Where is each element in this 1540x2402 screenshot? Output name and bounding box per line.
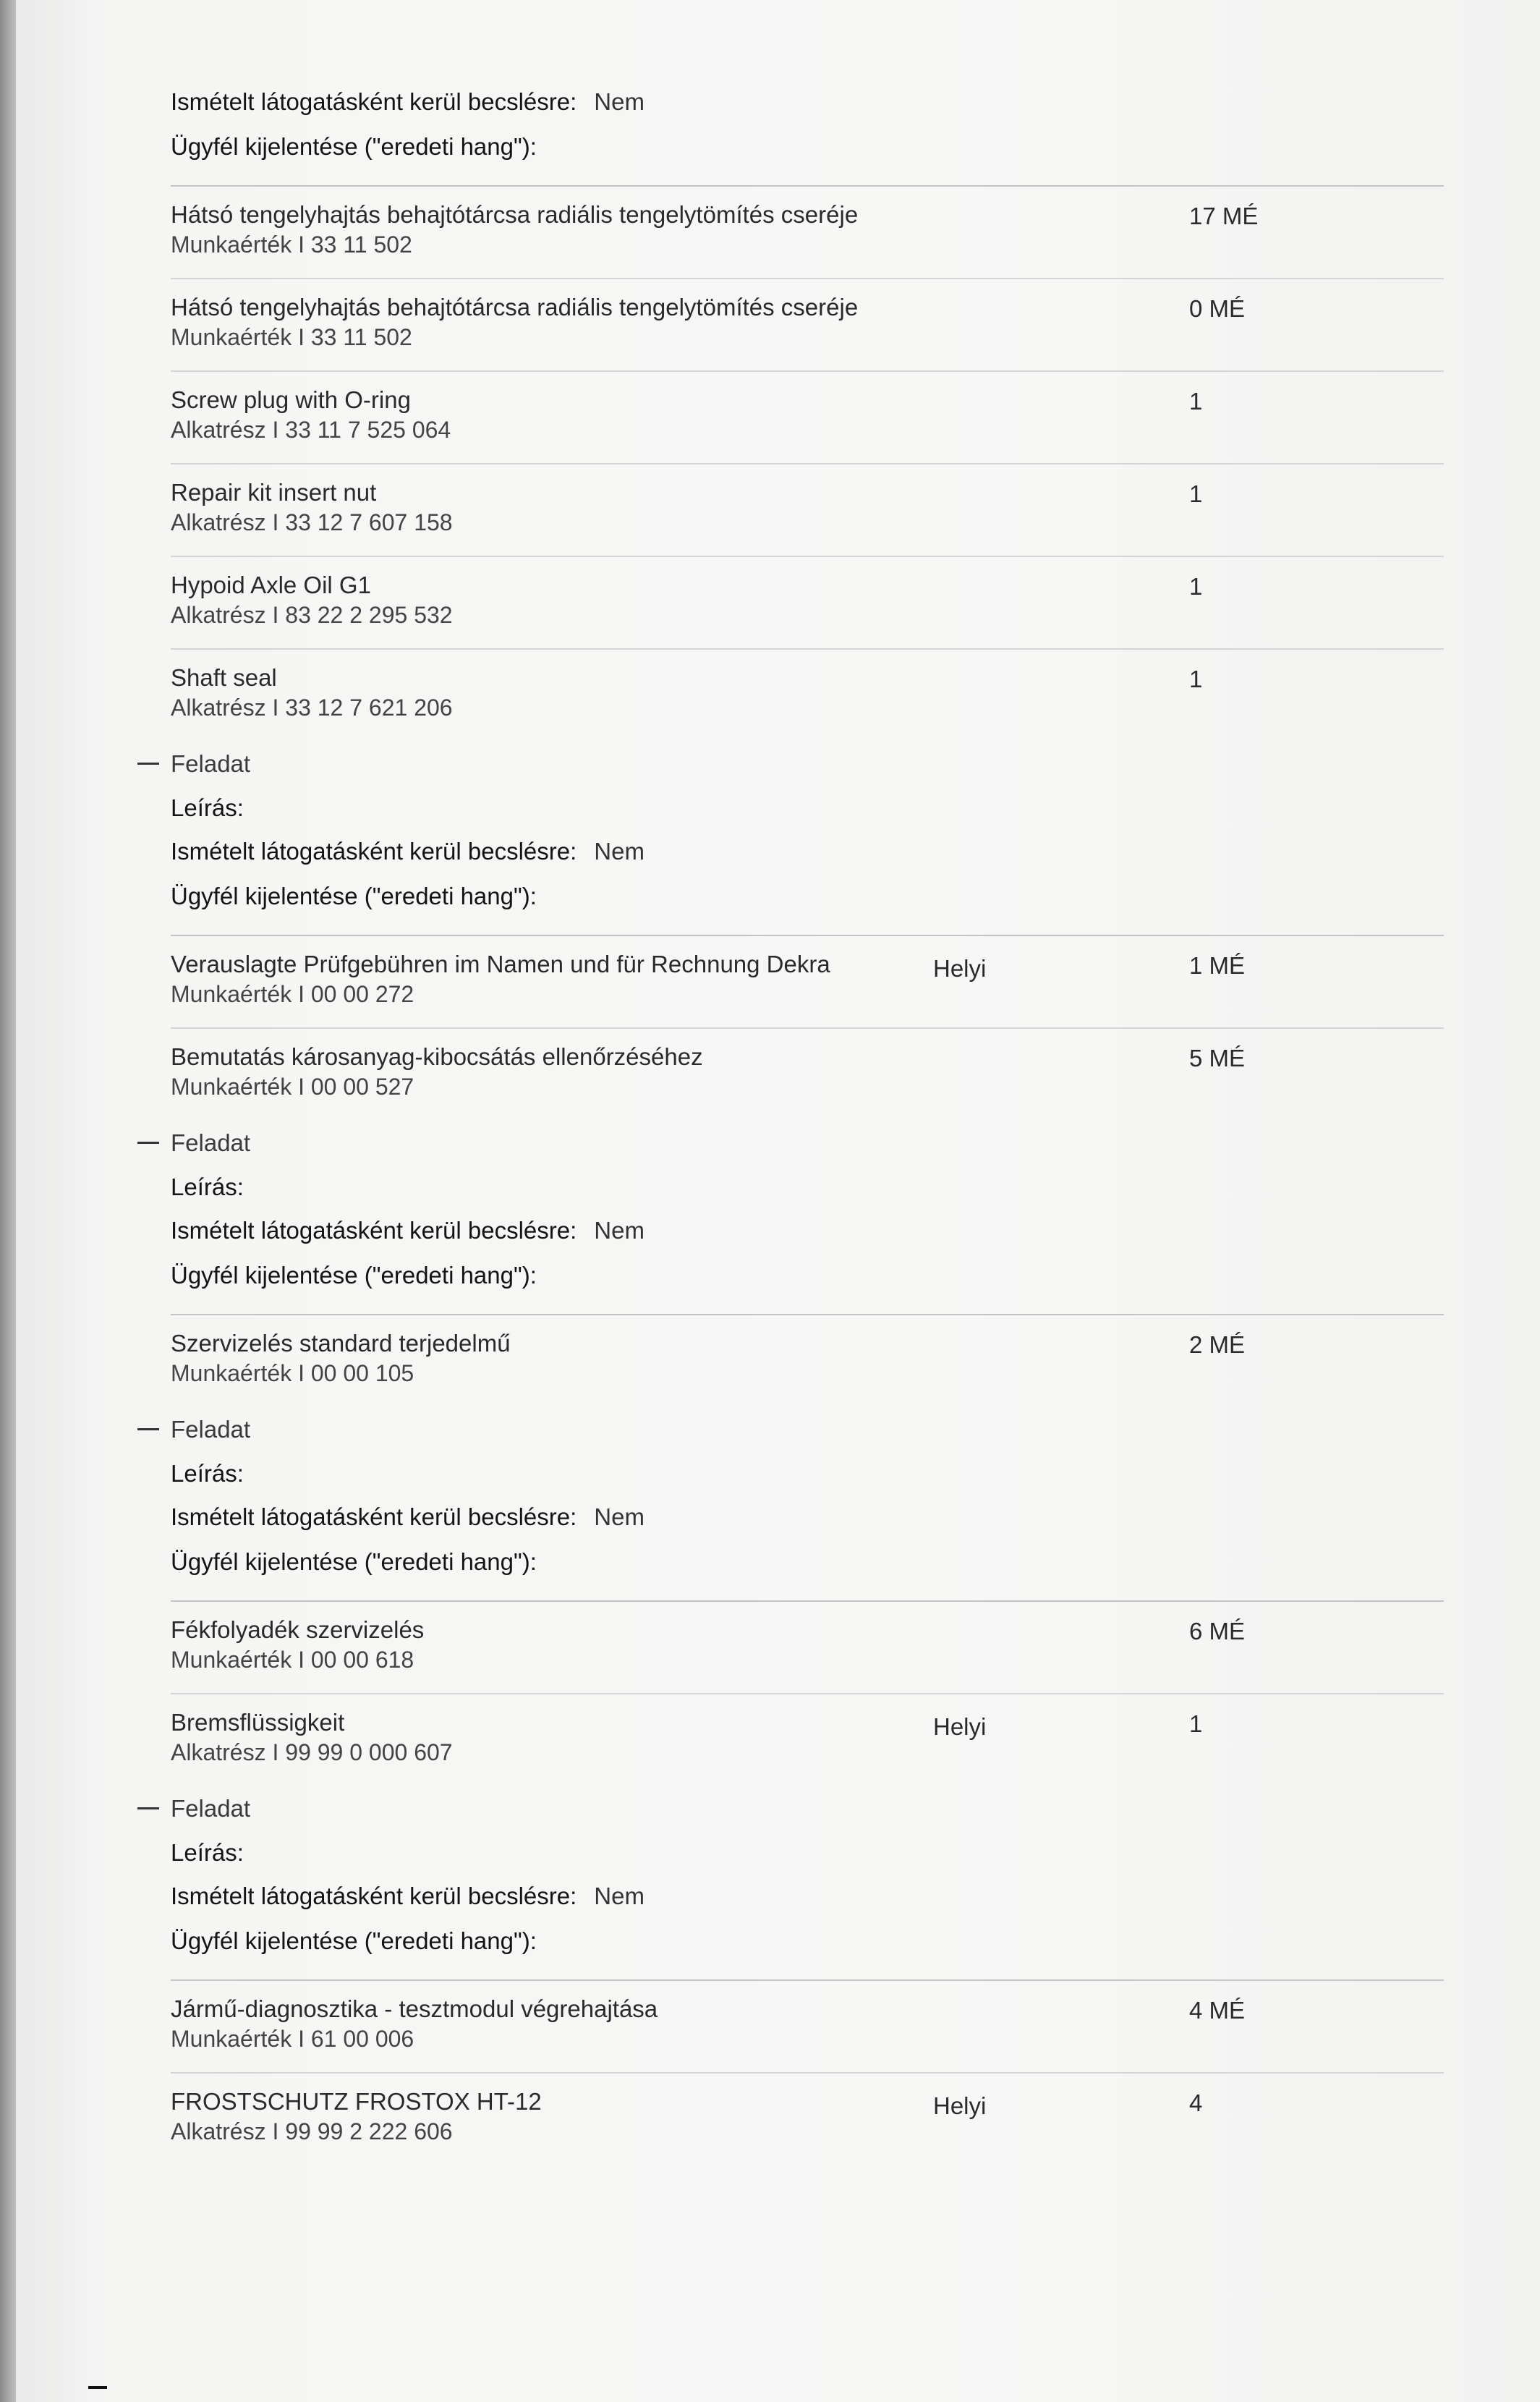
line-item bbox=[171, 2074, 1444, 2165]
document-content bbox=[171, 80, 1444, 2165]
line-item bbox=[171, 557, 1444, 650]
repeat-visit-row bbox=[171, 1874, 1444, 1919]
task-label: Feladat bbox=[171, 1795, 251, 1822]
description-label: Leírás: bbox=[171, 1174, 244, 1200]
collapse-dash-icon[interactable] bbox=[137, 1807, 159, 1809]
item-quantity: 1 MÉ bbox=[1189, 952, 1246, 979]
customer-statement-row bbox=[171, 874, 1444, 919]
item-quantity: 1 bbox=[1189, 1710, 1203, 1737]
repeat-visit-value: Nem bbox=[594, 1883, 644, 1909]
repeat-visit-row bbox=[171, 829, 1444, 874]
item-quantity: 4 bbox=[1189, 2089, 1203, 2116]
collapse-dash-icon[interactable] bbox=[137, 763, 159, 765]
item-code: Munkaérték I 00 00 105 bbox=[171, 1360, 414, 1386]
repeat-visit-row bbox=[171, 1208, 1444, 1253]
item-name: Bremsflüssigkeit bbox=[171, 1709, 345, 1736]
item-quantity: 6 MÉ bbox=[1189, 1618, 1246, 1645]
item-code: Alkatrész I 83 22 2 295 532 bbox=[171, 602, 453, 628]
customer-statement-row bbox=[171, 124, 1444, 169]
line-item bbox=[171, 1029, 1444, 1120]
item-name: Shaft seal bbox=[171, 664, 277, 691]
item-quantity: 17 MÉ bbox=[1189, 203, 1259, 229]
line-item bbox=[171, 187, 1444, 279]
item-code: Alkatrész I 33 12 7 607 158 bbox=[171, 509, 453, 535]
repeat-visit-row bbox=[171, 1495, 1444, 1540]
repeat-visit-value: Nem bbox=[594, 1503, 644, 1530]
item-code: Munkaérték I 33 11 502 bbox=[171, 232, 412, 258]
task-label: Feladat bbox=[171, 1129, 251, 1156]
customer-statement-label: Ügyfél kijelentése ("eredeti hang"): bbox=[171, 1548, 537, 1575]
repeat-visit-label: Ismételt látogatásként kerül becslésre: bbox=[171, 1503, 577, 1530]
item-code: Alkatrész I 99 99 0 000 607 bbox=[171, 1739, 453, 1765]
customer-statement-row bbox=[171, 1919, 1444, 1964]
item-quantity: 1 bbox=[1189, 666, 1203, 692]
item-name: FROSTSCHUTZ FROSTOX HT-12 bbox=[171, 2088, 542, 2115]
item-name: Hátsó tengelyhajtás behajtótárcsa radiális tengelytömítés cseréje bbox=[171, 294, 859, 321]
item-code: Munkaérték I 00 00 272 bbox=[171, 981, 414, 1007]
item-name: Fékfolyadék szervizelés bbox=[171, 1616, 425, 1643]
customer-statement-label: Ügyfél kijelentése ("eredeti hang"): bbox=[171, 883, 537, 909]
item-location: Helyi bbox=[933, 2092, 987, 2119]
item-code: Munkaérték I 33 11 502 bbox=[171, 324, 412, 350]
line-item bbox=[171, 1602, 1444, 1694]
line-item bbox=[171, 1981, 1444, 2074]
repeat-visit-value: Nem bbox=[594, 88, 644, 115]
repeat-visit-label: Ismételt látogatásként kerül becslésre: bbox=[171, 88, 577, 115]
item-quantity: 2 MÉ bbox=[1189, 1331, 1246, 1358]
item-code: Alkatrész I 99 99 2 222 606 bbox=[171, 2118, 453, 2144]
page-footer-dash bbox=[88, 2386, 107, 2389]
task-heading[interactable] bbox=[171, 1120, 1444, 1166]
description-label: Leírás: bbox=[171, 1839, 244, 1866]
line-item bbox=[171, 936, 1444, 1029]
item-name: Hypoid Axle Oil G1 bbox=[171, 572, 371, 598]
line-item bbox=[171, 1694, 1444, 1786]
item-name: Jármű-diagnosztika - tesztmodul végrehajtása bbox=[171, 1995, 658, 2022]
item-code: Alkatrész I 33 11 7 525 064 bbox=[171, 417, 451, 443]
item-location: Helyi bbox=[933, 955, 987, 982]
item-code: Munkaérték I 61 00 006 bbox=[171, 2026, 414, 2052]
item-name: Screw plug with O-ring bbox=[171, 386, 411, 413]
item-quantity: 1 bbox=[1189, 480, 1203, 507]
line-item bbox=[171, 464, 1444, 557]
description-label: Leírás: bbox=[171, 794, 244, 821]
line-item bbox=[171, 650, 1444, 741]
line-item bbox=[171, 372, 1444, 464]
task-heading[interactable] bbox=[171, 1786, 1444, 1832]
item-quantity: 1 bbox=[1189, 573, 1203, 600]
task-heading[interactable] bbox=[171, 1406, 1444, 1453]
repeat-visit-label: Ismételt látogatásként kerül becslésre: bbox=[171, 1217, 577, 1244]
item-name: Verauslagte Prüfgebühren im Namen und für Rechnung Dekra bbox=[171, 951, 830, 977]
item-name: Szervizelés standard terjedelmű bbox=[171, 1330, 511, 1357]
collapse-dash-icon[interactable] bbox=[137, 1142, 159, 1144]
customer-statement-row bbox=[171, 1540, 1444, 1584]
repeat-visit-row bbox=[171, 80, 1444, 124]
line-item bbox=[171, 1315, 1444, 1406]
block1-items bbox=[171, 187, 1444, 741]
repeat-visit-label: Ismételt látogatásként kerül becslésre: bbox=[171, 1883, 577, 1909]
item-quantity: 1 bbox=[1189, 388, 1203, 415]
item-quantity: 5 MÉ bbox=[1189, 1045, 1246, 1071]
task-label: Feladat bbox=[171, 1416, 251, 1443]
description-label: Leírás: bbox=[171, 1460, 244, 1487]
task-label: Feladat bbox=[171, 750, 251, 777]
repeat-visit-label: Ismételt látogatásként kerül becslésre: bbox=[171, 838, 577, 865]
customer-statement-row bbox=[171, 1253, 1444, 1298]
customer-statement-label: Ügyfél kijelentése ("eredeti hang"): bbox=[171, 1927, 537, 1954]
item-name: Hátsó tengelyhajtás behajtótárcsa radiális tengelytömítés cseréje bbox=[171, 201, 859, 228]
task-heading[interactable] bbox=[171, 741, 1444, 787]
customer-statement-label: Ügyfél kijelentése ("eredeti hang"): bbox=[171, 1262, 537, 1289]
line-item bbox=[171, 279, 1444, 372]
item-code: Munkaérték I 00 00 618 bbox=[171, 1647, 414, 1673]
collapse-dash-icon[interactable] bbox=[137, 1428, 159, 1430]
item-location: Helyi bbox=[933, 1713, 987, 1740]
item-code: Munkaérték I 00 00 527 bbox=[171, 1074, 414, 1100]
customer-statement-label: Ügyfél kijelentése ("eredeti hang"): bbox=[171, 133, 537, 160]
item-name: Bemutatás károsanyag-kibocsátás ellenőrzéséhez bbox=[171, 1043, 703, 1070]
item-quantity: 4 MÉ bbox=[1189, 1997, 1246, 2024]
item-name: Repair kit insert nut bbox=[171, 479, 377, 506]
repeat-visit-value: Nem bbox=[594, 1217, 644, 1244]
item-code: Alkatrész I 33 12 7 621 206 bbox=[171, 695, 453, 721]
item-quantity: 0 MÉ bbox=[1189, 295, 1246, 322]
repeat-visit-value: Nem bbox=[594, 838, 644, 865]
